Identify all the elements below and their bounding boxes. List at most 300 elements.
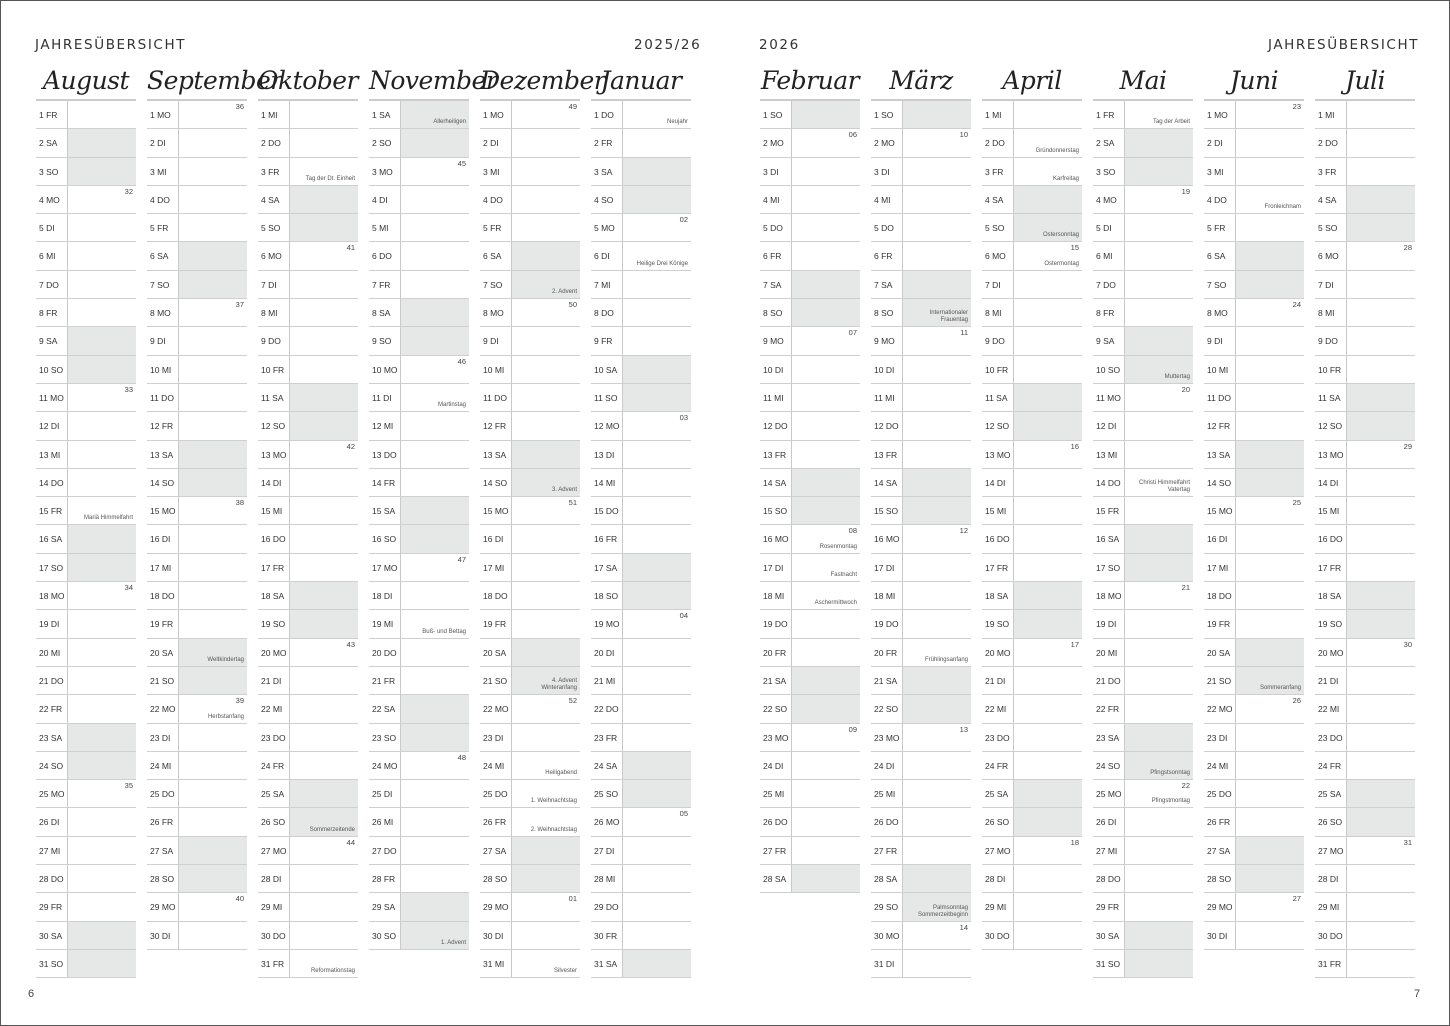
day-note-cell[interactable] [902, 497, 971, 524]
day-note-cell[interactable] [67, 554, 136, 581]
day-row[interactable] [1093, 865, 1193, 893]
day-row[interactable] [1204, 667, 1304, 695]
day-note-cell[interactable] [1346, 497, 1415, 524]
day-row[interactable] [480, 469, 580, 497]
day-note-cell[interactable] [1235, 865, 1304, 892]
day-note-cell[interactable] [178, 469, 247, 496]
day-row[interactable] [369, 922, 469, 950]
day-row[interactable] [147, 893, 247, 921]
day-note-cell[interactable] [1013, 667, 1082, 694]
day-note-cell[interactable] [400, 893, 469, 920]
day-note-cell[interactable] [1013, 724, 1082, 751]
day-note-cell[interactable] [1346, 950, 1415, 977]
day-row[interactable] [871, 129, 971, 157]
day-row[interactable] [258, 724, 358, 752]
day-note-cell[interactable] [67, 893, 136, 920]
day-row[interactable] [760, 610, 860, 638]
day-row[interactable] [1204, 158, 1304, 186]
day-row[interactable] [982, 242, 1082, 270]
day-row[interactable] [1204, 271, 1304, 299]
day-note-cell[interactable] [289, 610, 358, 637]
day-row[interactable] [369, 469, 469, 497]
day-row[interactable] [258, 497, 358, 525]
day-row[interactable] [480, 893, 580, 921]
day-row[interactable] [871, 554, 971, 582]
day-note-cell[interactable] [67, 922, 136, 949]
day-note-cell[interactable] [1346, 752, 1415, 779]
day-row[interactable] [591, 780, 691, 808]
day-note-cell[interactable] [622, 893, 691, 920]
day-row[interactable] [147, 554, 247, 582]
day-row[interactable] [480, 922, 580, 950]
day-note-cell[interactable] [1124, 158, 1193, 185]
day-row[interactable] [871, 724, 971, 752]
day-note-cell[interactable] [289, 214, 358, 241]
day-note-cell[interactable] [1346, 356, 1415, 383]
day-row[interactable] [36, 667, 136, 695]
day-row[interactable] [591, 186, 691, 214]
day-row[interactable] [591, 412, 691, 440]
day-row[interactable] [760, 384, 860, 412]
day-note-cell[interactable] [289, 724, 358, 751]
day-note-cell[interactable] [400, 667, 469, 694]
day-row[interactable] [258, 525, 358, 553]
day-row[interactable] [480, 158, 580, 186]
day-row[interactable] [871, 837, 971, 865]
day-row[interactable] [871, 271, 971, 299]
day-note-cell[interactable] [1235, 384, 1304, 411]
day-note-cell[interactable] [1346, 695, 1415, 722]
day-row[interactable] [480, 271, 580, 299]
day-row[interactable] [982, 441, 1082, 469]
day-note-cell[interactable] [289, 412, 358, 439]
day-row[interactable] [480, 837, 580, 865]
day-note-cell[interactable] [1013, 582, 1082, 609]
day-note-cell[interactable] [67, 271, 136, 298]
day-note-cell[interactable] [622, 950, 691, 977]
day-note-cell[interactable] [289, 554, 358, 581]
day-row[interactable] [982, 497, 1082, 525]
day-row[interactable] [36, 299, 136, 327]
day-note-cell[interactable] [178, 327, 247, 354]
day-row[interactable] [982, 695, 1082, 723]
day-row[interactable] [258, 780, 358, 808]
day-note-cell[interactable] [1124, 837, 1193, 864]
day-note-cell[interactable] [1013, 752, 1082, 779]
day-note-cell[interactable] [511, 837, 580, 864]
day-row[interactable] [369, 525, 469, 553]
day-row[interactable] [982, 271, 1082, 299]
day-note-cell[interactable] [178, 865, 247, 892]
day-row[interactable] [591, 497, 691, 525]
day-row[interactable] [1204, 299, 1304, 327]
day-note-cell[interactable] [67, 129, 136, 156]
day-row[interactable] [982, 667, 1082, 695]
day-row[interactable] [36, 837, 136, 865]
day-row[interactable] [258, 101, 358, 129]
day-row[interactable] [982, 101, 1082, 129]
day-note-cell[interactable] [622, 525, 691, 552]
day-note-cell[interactable] [67, 610, 136, 637]
day-row[interactable] [1315, 158, 1415, 186]
day-row[interactable] [591, 327, 691, 355]
day-note-cell[interactable] [902, 356, 971, 383]
day-note-cell[interactable] [400, 412, 469, 439]
day-note-cell[interactable] [1013, 186, 1082, 213]
day-row[interactable] [871, 922, 971, 950]
day-row[interactable] [591, 837, 691, 865]
day-note-cell[interactable] [1346, 271, 1415, 298]
day-row[interactable] [36, 695, 136, 723]
day-note-cell[interactable] [400, 129, 469, 156]
day-row[interactable] [1093, 780, 1193, 808]
day-row[interactable] [36, 186, 136, 214]
day-note-cell[interactable] [1346, 299, 1415, 326]
day-row[interactable] [36, 724, 136, 752]
day-row[interactable] [1093, 724, 1193, 752]
day-note-cell[interactable] [1346, 469, 1415, 496]
day-row[interactable] [480, 129, 580, 157]
day-note-cell[interactable] [511, 525, 580, 552]
day-note-cell[interactable] [289, 582, 358, 609]
day-note-cell[interactable] [400, 242, 469, 269]
day-row[interactable] [369, 837, 469, 865]
day-row[interactable] [369, 724, 469, 752]
day-row[interactable] [1093, 950, 1193, 978]
day-row[interactable] [760, 271, 860, 299]
day-row[interactable] [591, 554, 691, 582]
day-row[interactable] [480, 639, 580, 667]
day-note-cell[interactable] [622, 158, 691, 185]
day-row[interactable] [369, 554, 469, 582]
day-note-cell[interactable] [1235, 214, 1304, 241]
day-row[interactable] [871, 752, 971, 780]
day-note-cell[interactable] [902, 271, 971, 298]
day-note-cell[interactable] [289, 101, 358, 128]
day-note-cell[interactable] [1235, 356, 1304, 383]
day-note-cell[interactable] [1346, 865, 1415, 892]
day-row[interactable] [369, 327, 469, 355]
day-row[interactable] [369, 865, 469, 893]
day-row[interactable] [1204, 808, 1304, 836]
day-row[interactable] [1315, 837, 1415, 865]
day-row[interactable] [1093, 610, 1193, 638]
day-row[interactable] [591, 271, 691, 299]
day-note-cell[interactable] [791, 214, 860, 241]
day-row[interactable] [1204, 837, 1304, 865]
day-row[interactable] [147, 610, 247, 638]
day-note-cell[interactable] [1124, 639, 1193, 666]
day-note-cell[interactable] [178, 158, 247, 185]
day-note-cell[interactable] [622, 724, 691, 751]
day-row[interactable] [591, 724, 691, 752]
day-note-cell[interactable] [1013, 299, 1082, 326]
day-row[interactable] [982, 158, 1082, 186]
day-row[interactable] [258, 808, 358, 836]
day-row[interactable] [1315, 469, 1415, 497]
day-row[interactable] [1093, 129, 1193, 157]
day-note-cell[interactable] [511, 242, 580, 269]
day-note-cell[interactable] [1124, 412, 1193, 439]
day-row[interactable] [871, 610, 971, 638]
day-row[interactable] [1204, 752, 1304, 780]
day-note-cell[interactable] [791, 412, 860, 439]
day-row[interactable] [982, 214, 1082, 242]
day-note-cell[interactable] [791, 186, 860, 213]
day-row[interactable] [1315, 639, 1415, 667]
day-row[interactable] [982, 724, 1082, 752]
day-row[interactable] [1315, 186, 1415, 214]
day-note-cell[interactable] [902, 242, 971, 269]
day-row[interactable] [258, 695, 358, 723]
day-row[interactable] [982, 412, 1082, 440]
day-note-cell[interactable] [1235, 610, 1304, 637]
day-note-cell[interactable] [1124, 525, 1193, 552]
day-row[interactable] [36, 582, 136, 610]
day-note-cell[interactable] [791, 837, 860, 864]
day-row[interactable] [871, 469, 971, 497]
day-row[interactable] [36, 554, 136, 582]
day-note-cell[interactable] [791, 808, 860, 835]
day-note-cell[interactable] [67, 327, 136, 354]
day-row[interactable] [480, 610, 580, 638]
day-row[interactable] [36, 469, 136, 497]
day-row[interactable] [982, 780, 1082, 808]
day-row[interactable] [36, 384, 136, 412]
day-row[interactable] [871, 101, 971, 129]
day-note-cell[interactable] [67, 808, 136, 835]
day-note-cell[interactable] [1346, 214, 1415, 241]
day-row[interactable] [982, 808, 1082, 836]
day-note-cell[interactable] [622, 667, 691, 694]
day-note-cell[interactable] [67, 412, 136, 439]
day-row[interactable] [258, 610, 358, 638]
day-note-cell[interactable] [400, 525, 469, 552]
day-note-cell[interactable] [791, 695, 860, 722]
day-note-cell[interactable] [791, 441, 860, 468]
day-row[interactable] [480, 186, 580, 214]
day-row[interactable] [480, 101, 580, 129]
day-row[interactable] [871, 525, 971, 553]
day-row[interactable] [760, 469, 860, 497]
day-row[interactable] [1315, 780, 1415, 808]
day-row[interactable] [369, 356, 469, 384]
day-row[interactable] [147, 525, 247, 553]
day-row[interactable] [147, 922, 247, 950]
day-note-cell[interactable] [1124, 554, 1193, 581]
day-row[interactable] [1315, 299, 1415, 327]
day-note-cell[interactable] [400, 327, 469, 354]
day-row[interactable] [591, 922, 691, 950]
day-note-cell[interactable] [511, 865, 580, 892]
day-note-cell[interactable] [400, 865, 469, 892]
day-note-cell[interactable] [511, 327, 580, 354]
day-note-cell[interactable] [400, 808, 469, 835]
day-row[interactable] [591, 214, 691, 242]
day-row[interactable] [480, 582, 580, 610]
day-row[interactable] [591, 158, 691, 186]
day-note-cell[interactable] [511, 922, 580, 949]
day-note-cell[interactable] [1235, 242, 1304, 269]
day-note-cell[interactable] [1346, 412, 1415, 439]
day-row[interactable] [1315, 554, 1415, 582]
day-row[interactable] [36, 752, 136, 780]
day-row[interactable] [1204, 639, 1304, 667]
day-row[interactable] [369, 808, 469, 836]
day-note-cell[interactable] [178, 441, 247, 468]
day-row[interactable] [480, 554, 580, 582]
day-row[interactable] [258, 639, 358, 667]
day-row[interactable] [1315, 752, 1415, 780]
day-note-cell[interactable] [902, 610, 971, 637]
day-note-cell[interactable] [1346, 554, 1415, 581]
day-note-cell[interactable] [902, 384, 971, 411]
day-note-cell[interactable] [67, 525, 136, 552]
day-row[interactable] [982, 356, 1082, 384]
day-row[interactable] [258, 299, 358, 327]
day-note-cell[interactable] [1124, 922, 1193, 949]
day-note-cell[interactable] [67, 837, 136, 864]
day-note-cell[interactable] [1124, 724, 1193, 751]
day-row[interactable] [36, 950, 136, 978]
day-row[interactable] [760, 780, 860, 808]
day-row[interactable] [1093, 667, 1193, 695]
day-row[interactable] [147, 271, 247, 299]
day-note-cell[interactable] [622, 327, 691, 354]
day-row[interactable] [1315, 582, 1415, 610]
day-row[interactable] [871, 327, 971, 355]
day-row[interactable] [982, 610, 1082, 638]
day-row[interactable] [871, 158, 971, 186]
day-row[interactable] [1093, 214, 1193, 242]
day-row[interactable] [591, 610, 691, 638]
day-note-cell[interactable] [902, 808, 971, 835]
day-row[interactable] [591, 129, 691, 157]
day-row[interactable] [982, 186, 1082, 214]
day-note-cell[interactable] [67, 356, 136, 383]
day-note-cell[interactable] [1235, 412, 1304, 439]
day-row[interactable] [480, 497, 580, 525]
day-row[interactable] [480, 441, 580, 469]
day-row[interactable] [480, 299, 580, 327]
day-row[interactable] [760, 242, 860, 270]
day-row[interactable] [871, 808, 971, 836]
day-note-cell[interactable] [1235, 808, 1304, 835]
day-note-cell[interactable] [902, 780, 971, 807]
day-row[interactable] [1204, 865, 1304, 893]
day-note-cell[interactable] [400, 837, 469, 864]
day-note-cell[interactable] [1013, 101, 1082, 128]
day-note-cell[interactable] [1235, 922, 1304, 949]
day-note-cell[interactable] [511, 582, 580, 609]
day-note-cell[interactable] [400, 780, 469, 807]
day-row[interactable] [760, 525, 860, 553]
day-row[interactable] [1315, 327, 1415, 355]
day-note-cell[interactable] [400, 186, 469, 213]
day-note-cell[interactable] [1235, 158, 1304, 185]
day-row[interactable] [147, 412, 247, 440]
day-note-cell[interactable] [1124, 441, 1193, 468]
day-note-cell[interactable] [289, 299, 358, 326]
day-note-cell[interactable] [400, 582, 469, 609]
day-note-cell[interactable] [1013, 356, 1082, 383]
day-row[interactable] [147, 186, 247, 214]
day-row[interactable] [871, 780, 971, 808]
day-row[interactable] [1093, 186, 1193, 214]
day-row[interactable] [147, 808, 247, 836]
day-row[interactable] [760, 214, 860, 242]
day-row[interactable] [258, 469, 358, 497]
day-row[interactable] [871, 497, 971, 525]
day-note-cell[interactable] [1346, 724, 1415, 751]
day-row[interactable] [1315, 865, 1415, 893]
day-row[interactable] [36, 101, 136, 129]
day-row[interactable] [1093, 158, 1193, 186]
day-note-cell[interactable] [1124, 129, 1193, 156]
day-row[interactable] [1093, 327, 1193, 355]
day-row[interactable] [480, 327, 580, 355]
day-note-cell[interactable] [67, 242, 136, 269]
day-note-cell[interactable] [289, 469, 358, 496]
day-note-cell[interactable] [791, 497, 860, 524]
day-row[interactable] [1204, 412, 1304, 440]
day-note-cell[interactable] [1013, 469, 1082, 496]
day-row[interactable] [147, 469, 247, 497]
day-row[interactable] [147, 441, 247, 469]
day-row[interactable] [1315, 610, 1415, 638]
day-note-cell[interactable] [1013, 327, 1082, 354]
day-note-cell[interactable] [622, 695, 691, 722]
day-row[interactable] [1315, 808, 1415, 836]
day-note-cell[interactable] [178, 242, 247, 269]
day-note-cell[interactable] [1346, 186, 1415, 213]
day-row[interactable] [591, 950, 691, 978]
day-row[interactable] [760, 356, 860, 384]
day-row[interactable] [147, 101, 247, 129]
day-note-cell[interactable] [1124, 299, 1193, 326]
day-row[interactable] [871, 667, 971, 695]
day-note-cell[interactable] [902, 865, 971, 892]
day-row[interactable] [982, 865, 1082, 893]
day-note-cell[interactable] [1235, 752, 1304, 779]
day-row[interactable] [1204, 724, 1304, 752]
day-note-cell[interactable] [289, 129, 358, 156]
day-note-cell[interactable] [511, 639, 580, 666]
day-note-cell[interactable] [400, 639, 469, 666]
day-note-cell[interactable] [511, 214, 580, 241]
day-note-cell[interactable] [622, 186, 691, 213]
day-note-cell[interactable] [622, 271, 691, 298]
day-note-cell[interactable] [1346, 780, 1415, 807]
day-row[interactable] [147, 129, 247, 157]
day-row[interactable] [36, 893, 136, 921]
day-note-cell[interactable] [67, 752, 136, 779]
day-note-cell[interactable] [902, 214, 971, 241]
day-note-cell[interactable] [289, 922, 358, 949]
day-row[interactable] [760, 327, 860, 355]
day-note-cell[interactable] [289, 865, 358, 892]
day-row[interactable] [258, 327, 358, 355]
day-note-cell[interactable] [1124, 610, 1193, 637]
day-row[interactable] [871, 441, 971, 469]
day-row[interactable] [369, 752, 469, 780]
day-row[interactable] [760, 299, 860, 327]
day-row[interactable] [1093, 356, 1193, 384]
day-note-cell[interactable] [67, 299, 136, 326]
day-note-cell[interactable] [400, 271, 469, 298]
day-row[interactable] [760, 158, 860, 186]
day-row[interactable] [258, 752, 358, 780]
